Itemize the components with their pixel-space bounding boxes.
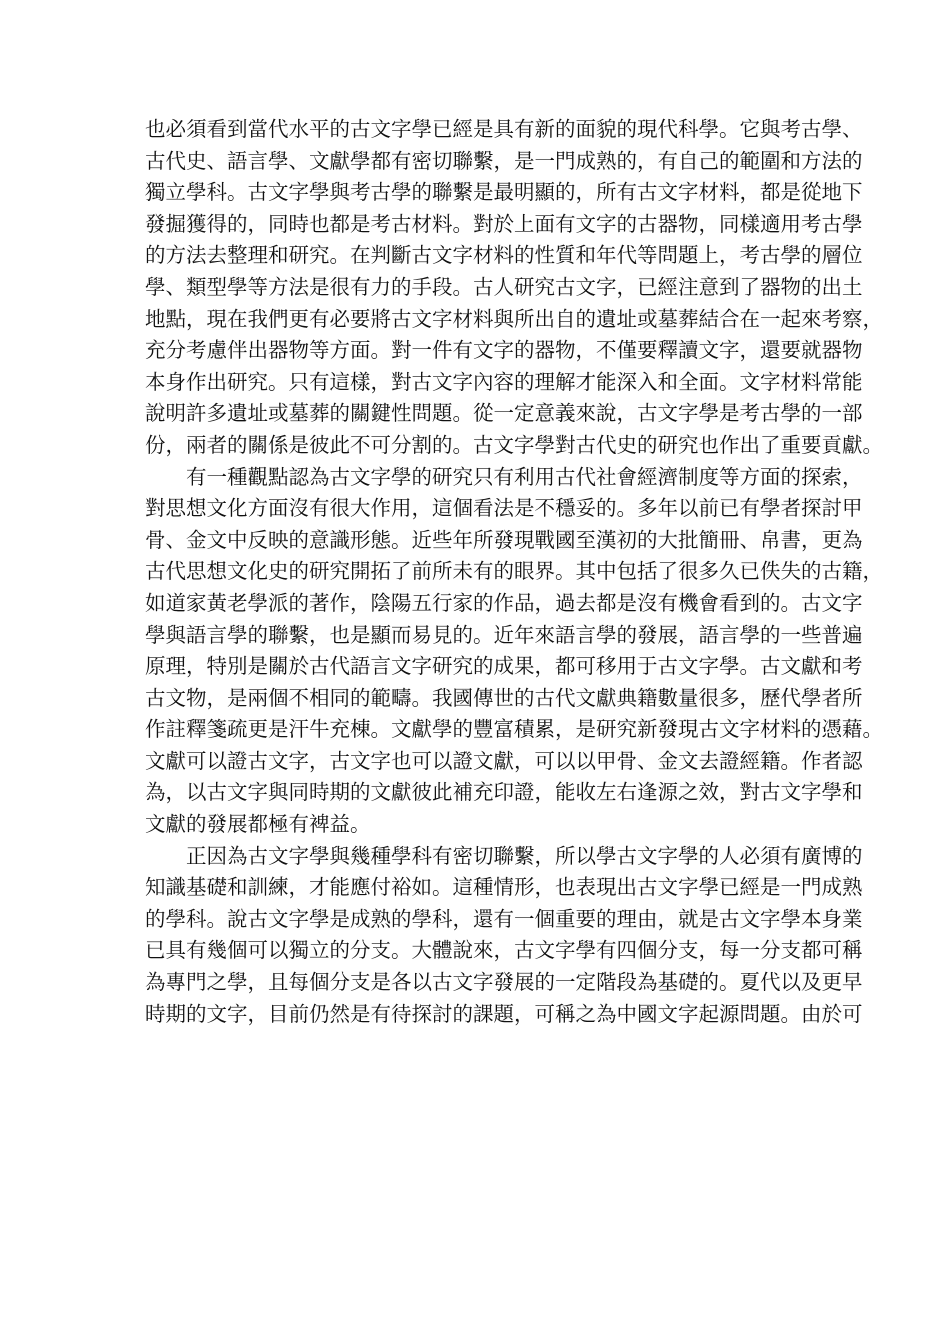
text-line: 骨、金文中反映的意識形態。近些年所發現戰國至漢初的大批簡冊、帛書，更為 [145, 527, 863, 552]
text-line: 有一種觀點認為古文字學的研究只有利用古代社會經濟制度等方面的探索， [186, 464, 863, 489]
text-line: 已具有幾個可以獨立的分支。大體說來，古文字學有四個分支，每一分支都可稱 [145, 938, 863, 963]
text-line: 獨立學科。古文字學與考古學的聯繫是最明顯的，所有古文字材料，都是從地下 [145, 180, 863, 205]
text-line: 說明許多遺址或墓葬的關鍵性問題。從一定意義來說，古文字學是考古學的一部 [145, 401, 863, 426]
text-line: 發掘獲得的，同時也都是考古材料。對於上面有文字的古器物，同樣適用考古學 [145, 211, 863, 236]
text-line: 為專門之學，且每個分支是各以古文字發展的一定階段為基礎的。夏代以及更早 [145, 970, 863, 995]
text-line: 原理，特別是關於古代語言文字研究的成果，都可移用于古文字學。古文獻和考 [145, 654, 863, 679]
document-page [145, 114, 883, 1030]
text-line: 也必須看到當代水平的古文字學已經是具有新的面貌的現代科學。它與考古學、 [145, 117, 863, 141]
text-line: 作註釋箋疏更是汗牛充棟。文獻學的豐富積累，是研究新發現古文字材料的憑藉。 [145, 717, 883, 742]
text-line: 時期的文字，目前仍然是有待探討的課題，可稱之為中國文字起源問題。由於可 [145, 1001, 863, 1026]
text-line: 古文物，是兩個不相同的範疇。我國傳世的古代文獻典籍數量很多，歷代學者所 [145, 685, 863, 710]
text-line: 學、類型學等方法是很有力的手段。古人研究古文字，已經注意到了器物的出土 [145, 274, 863, 299]
text-line: 的方法去整理和研究。在判斷古文字材料的性質和年代等問題上，考古學的層位 [145, 243, 863, 268]
text-line: 份，兩者的關係是彼此不可分割的。古文字學對古代史的研究也作出了重要貢獻。 [145, 432, 883, 457]
text-line: 文獻可以證古文字，古文字也可以證文獻，可以以甲骨、金文去證經籍。作者認 [145, 748, 863, 773]
text-line: 正因為古文字學與幾種學科有密切聯繫，所以學古文字學的人必須有廣博的 [186, 843, 863, 868]
text-line: 如道家黃老學派的著作，陰陽五行家的作品，過去都是沒有機會看到的。古文字 [145, 590, 863, 615]
text-line: 充分考慮伴出器物等方面。對一件有文字的器物，不僅要釋讀文字，還要就器物 [145, 338, 863, 363]
text-line: 知識基礎和訓練，才能應付裕如。這種情形，也表現出古文字學已經是一門成熟 [145, 875, 863, 900]
text-line: 學與語言學的聯繫，也是顯而易見的。近年來語言學的發展，語言學的一些普遍 [145, 622, 863, 647]
text-line: 地點，現在我們更有必要將古文字材料與所出自的遺址或墓葬結合在一起來考察， [145, 306, 883, 331]
text-line: 文獻的發展都極有裨益。 [145, 812, 371, 837]
text-line: 本身作出研究。只有這樣，對古文字內容的理解才能深入和全面。文字材料常能 [145, 369, 863, 394]
paragraph-3 [145, 841, 863, 1031]
paragraph-1 [145, 114, 883, 462]
text-line: 古代思想文化史的研究開拓了前所未有的眼界。其中包括了很多久已佚失的古籍， [145, 559, 883, 584]
text-line: 古代史、語言學、文獻學都有密切聯繫，是一門成熟的，有自己的範圍和方法的 [145, 148, 863, 173]
text-line: 對思想文化方面沒有很大作用，這個看法是不穩妥的。多年以前已有學者探討甲 [145, 496, 863, 521]
paragraph-2 [145, 462, 883, 841]
text-line: 為，以古文字與同時期的文獻彼此補充印證，能收左右逢源之效，對古文字學和 [145, 780, 863, 805]
text-line: 的學科。說古文字學是成熟的學科，還有一個重要的理由，就是古文字學本身業 [145, 906, 863, 931]
